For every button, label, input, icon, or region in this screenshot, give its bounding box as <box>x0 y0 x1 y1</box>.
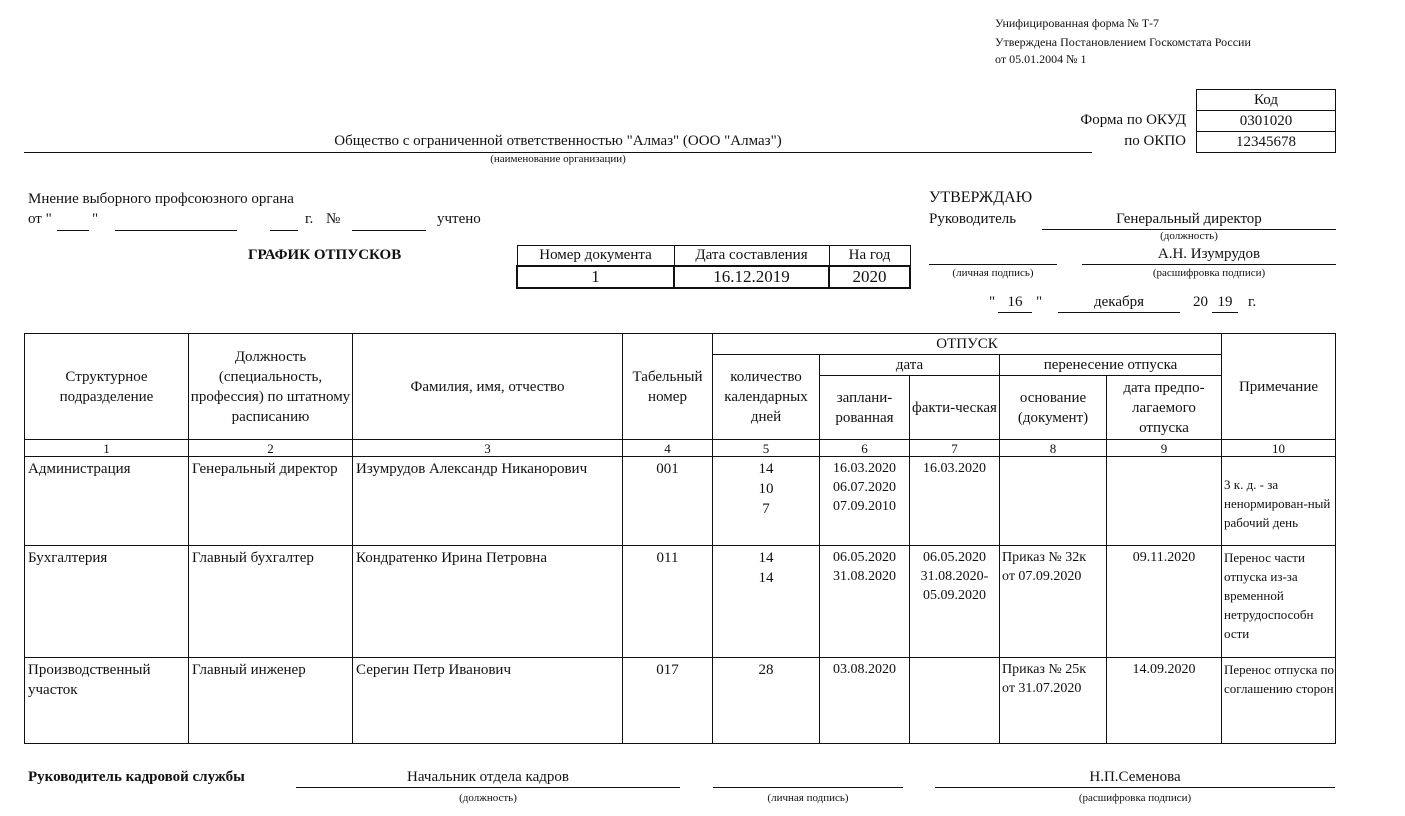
cell-basis <box>1000 457 1107 546</box>
doc-date-label: Дата составления <box>674 246 829 267</box>
col-number: 8 <box>1000 440 1107 457</box>
cell-fio: Серегин Петр Иванович <box>353 658 623 744</box>
cell-expected: 09.11.2020 <box>1107 546 1222 658</box>
col-number: 5 <box>713 440 820 457</box>
hr-name-line <box>935 787 1335 788</box>
header-expected: дата предпо-лагаемого отпуска <box>1107 376 1222 440</box>
hr-name-caption: (расшифровка подписи) <box>1078 792 1192 804</box>
approve-date-month: декабря <box>1093 294 1145 310</box>
table-row <box>25 658 1336 744</box>
cell-fio: Изумрудов Александр Никанорович <box>353 457 623 546</box>
col-number: 9 <box>1107 440 1222 457</box>
cell-basis: Приказ № 25к от 31.07.2020 <box>1000 658 1107 744</box>
approve-name: А.Н. Изумрудов <box>1157 246 1261 262</box>
union-accounted: учтено <box>437 211 481 227</box>
organization-caption: (наименование организации) <box>490 153 626 165</box>
approve-name-caption: (расшифровка подписи) <box>1152 267 1266 279</box>
cell-dept: Производственный участок <box>25 658 189 744</box>
hr-position-line <box>296 787 680 788</box>
cell-days: 14 14 <box>713 546 820 658</box>
col-number: 2 <box>189 440 353 457</box>
cell-tab: 017 <box>623 658 713 744</box>
codes-header: Код <box>1197 90 1336 111</box>
union-month-blank <box>115 230 237 231</box>
cell-days: 14 10 7 <box>713 457 820 546</box>
cell-actual <box>910 658 1000 744</box>
col-number: 1 <box>25 440 189 457</box>
union-number-blank <box>352 230 426 231</box>
hr-name: Н.П.Семенова <box>1089 769 1181 785</box>
union-year-blank <box>270 230 298 231</box>
approve-title: УТВЕРЖДАЮ <box>929 189 1033 206</box>
doc-number-value: 1 <box>517 266 674 288</box>
vacation-schedule-table <box>24 333 1336 744</box>
header-date: дата <box>820 355 1000 376</box>
cell-planned: 06.05.2020 31.08.2020 <box>820 546 910 658</box>
header-basis: основание (документ) <box>1000 376 1107 440</box>
cell-dept: Администрация <box>25 457 189 546</box>
approve-year-g: г. <box>1248 294 1257 310</box>
approve-position-caption: (должность) <box>1160 230 1218 242</box>
header-days: количество календарных дней <box>713 355 820 440</box>
cell-position: Главный инженер <box>189 658 353 744</box>
okpo-label: по ОКПО <box>1124 133 1186 149</box>
approve-date-quote-close: " <box>1036 294 1043 310</box>
doc-date-value: 16.12.2019 <box>674 266 829 288</box>
approve-date-quote-open: " <box>989 294 996 310</box>
union-from: от " <box>28 211 52 227</box>
hr-signature-caption: (личная подпись) <box>767 792 849 804</box>
doc-year-value: 2020 <box>829 266 910 288</box>
union-number-sign: № <box>326 211 341 227</box>
approve-signature-caption: (личная подпись) <box>952 267 1034 279</box>
union-opinion-label: Мнение выборного профсоюзного органа <box>28 191 294 207</box>
cell-actual: 06.05.2020 31.08.2020- 05.09.2020 <box>910 546 1000 658</box>
cell-expected: 14.09.2020 <box>1107 658 1222 744</box>
header-transfer: перенесение отпуска <box>1000 355 1222 376</box>
approve-day-line <box>998 312 1032 313</box>
union-day-blank <box>57 230 89 231</box>
form-date-line: от 05.01.2004 № 1 <box>995 52 1087 66</box>
cell-note: Перенос части отпуска из-за временной нетрудоспособн ости <box>1222 546 1336 658</box>
hr-head-label: Руководитель кадровой службы <box>28 769 245 785</box>
header-tab-number: Табельный номер <box>623 334 713 440</box>
header-actual: факти-ческая <box>910 376 1000 440</box>
hr-position: Начальник отдела кадров <box>407 769 569 785</box>
form-approval-line: Утверждена Постановлением Госкомстата России <box>995 35 1251 49</box>
doc-number-label: Номер документа <box>517 246 674 267</box>
approve-position: Генеральный директор <box>1116 211 1262 227</box>
union-year-suffix: г. <box>305 211 314 227</box>
approve-year-line <box>1212 312 1238 313</box>
header-dept: Структурное подразделение <box>25 334 189 440</box>
col-number: 4 <box>623 440 713 457</box>
approve-signature-line <box>929 264 1057 265</box>
cell-planned: 16.03.2020 06.07.2020 07.09.2010 <box>820 457 910 546</box>
cell-note: Перенос отпуска по соглашению сторон <box>1222 658 1336 744</box>
codes-box <box>1196 89 1336 153</box>
organization-name: Общество с ограниченной ответственностью "Алмаз" (ООО "Алмаз") <box>334 133 782 149</box>
okud-label: Форма по ОКУД <box>1080 112 1186 128</box>
cell-note: 3 к. д. - за ненормирован-ный рабочий день <box>1222 457 1336 546</box>
okpo-value: 12345678 <box>1197 132 1336 153</box>
hr-position-caption: (должность) <box>459 792 517 804</box>
cell-position: Главный бухгалтер <box>189 546 353 658</box>
cell-planned: 03.08.2020 <box>820 658 910 744</box>
cell-expected <box>1107 457 1222 546</box>
approve-date-day: 16 <box>1007 294 1023 310</box>
col-number: 10 <box>1222 440 1336 457</box>
form-code-line: Унифицированная форма № Т-7 <box>995 16 1160 30</box>
approve-head-label: Руководитель <box>929 211 1017 227</box>
cell-fio: Кондратенко Ирина Петровна <box>353 546 623 658</box>
cell-basis: Приказ № 32к от 07.09.2020 <box>1000 546 1107 658</box>
approve-name-line <box>1082 264 1336 265</box>
header-planned: заплани-рованная <box>820 376 910 440</box>
cell-tab: 001 <box>623 457 713 546</box>
header-fio: Фамилия, имя, отчество <box>353 334 623 440</box>
approve-year-prefix: 20 <box>1193 294 1208 310</box>
table-row <box>25 457 1336 546</box>
okud-value: 0301020 <box>1197 111 1336 132</box>
header-vacation: ОТПУСК <box>713 334 1222 355</box>
document-title: ГРАФИК ОТПУСКОВ <box>248 247 402 263</box>
union-quote-close: " <box>92 211 99 227</box>
header-position: Должность (специальность, профессия) по штатному расписанию <box>189 334 353 440</box>
cell-actual: 16.03.2020 <box>910 457 1000 546</box>
cell-tab: 011 <box>623 546 713 658</box>
doc-year-label: На год <box>829 246 910 267</box>
document-meta-box <box>516 245 911 289</box>
hr-signature-line <box>713 787 903 788</box>
col-number: 3 <box>353 440 623 457</box>
approve-year-suffix: 19 <box>1217 294 1233 310</box>
table-row <box>25 546 1336 658</box>
header-note: Примечание <box>1222 334 1336 440</box>
cell-days: 28 <box>713 658 820 744</box>
approve-month-line <box>1058 312 1180 313</box>
col-number: 6 <box>820 440 910 457</box>
col-number: 7 <box>910 440 1000 457</box>
cell-dept: Бухгалтерия <box>25 546 189 658</box>
cell-position: Генеральный директор <box>189 457 353 546</box>
